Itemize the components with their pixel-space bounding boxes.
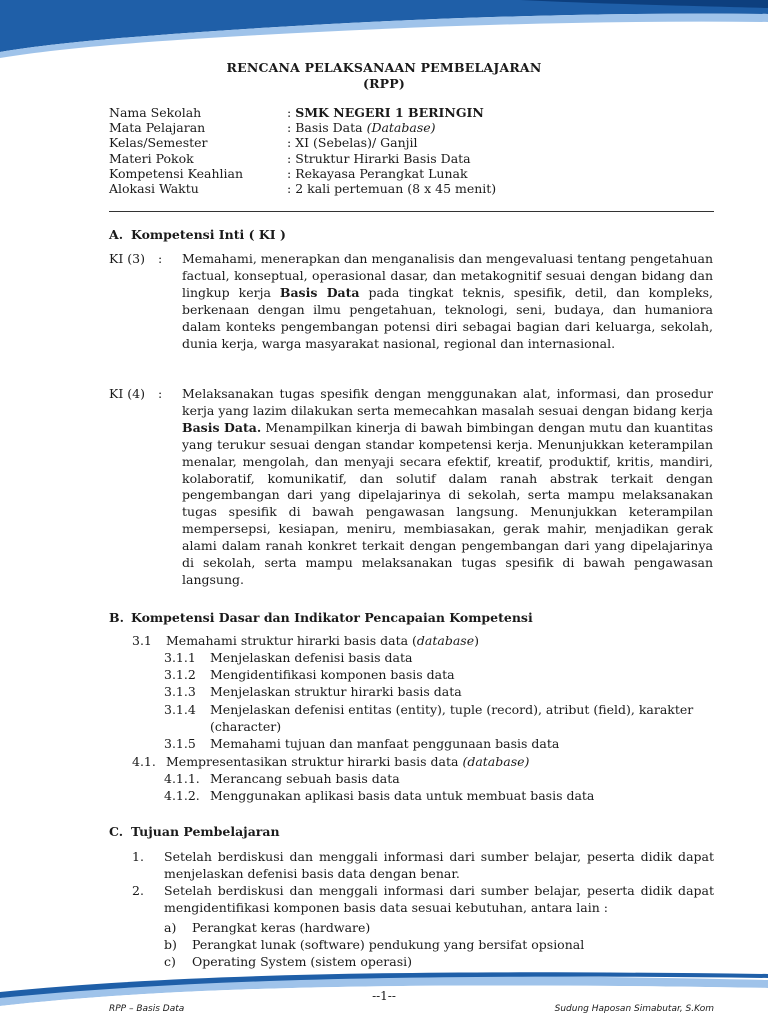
document-title: RENCANA PELAKSANAAN PEMBELAJARAN (226, 60, 542, 75)
sub-text: Operating System (sistem operasi) (192, 954, 413, 970)
info-label: Kelas/Semester (109, 135, 208, 151)
ki3-text-rest: pada tingkat teknis, spesifik, detil, dan kompleks, berkenaan dengan ilmu pengetahuan, teknologi, seni, budaya, dan humaniora dalam konteks pengembangan potensi diri sebagai bagian dari keluarga, sekolah, dunia kerja, warga masyarakat nasional, regional dan internasional. (182, 284, 713, 351)
ki3-colon: : (158, 251, 163, 266)
indicator-text: Menjelaskan defenisi basis data (210, 650, 413, 665)
info-label: Kompetensi Keahlian (109, 165, 244, 181)
objective-number: 2. (132, 882, 144, 898)
info-row-expertise (109, 166, 496, 181)
kd-number: 4.1. (132, 754, 156, 769)
kd-text: Mempresentasikan struktur hirarki basis data (166, 754, 463, 769)
info-value: Struktur Hirarki Basis Data (295, 150, 471, 166)
indicator-text: Menjelaskan defenisi entitas (entity), tuple (record), atribut (field), karakter (210, 701, 694, 717)
ki4-paragraph (182, 386, 713, 589)
info-colon: : (287, 150, 296, 166)
kd-number: 3.1 (132, 633, 152, 648)
indicator-number: 3.1.2 (164, 667, 196, 683)
indicator-number: 3.1.3 (164, 684, 196, 700)
objective-text: Setelah berdiskusi dan menggali informasi dari sumber belajar, peserta didik dapat menjelaskan defenisi basis data dengan benar. (164, 849, 714, 881)
list-item (164, 666, 693, 683)
sub-text: Perangkat keras (hardware) (192, 920, 371, 935)
objective-number: 1. (132, 849, 144, 864)
info-label: Alokasi Waktu (109, 181, 199, 197)
kd-italic: (database) (462, 754, 530, 769)
objective-text: Setelah berdiskusi dan menggali informasi dari sumber belajar, peserta didik dapat mengidentifikasi komponen basis data sesuai kebutuhan, antara lain : (164, 882, 714, 915)
list-item (164, 649, 693, 666)
indicator-text: (character) (210, 718, 282, 734)
indicator-text: Merancang sebuah basis data (210, 771, 400, 786)
info-colon: : (287, 135, 296, 151)
page-number: --1-- (372, 989, 396, 1003)
kd-3-1-indicators (164, 649, 693, 752)
ki4-colon: : (158, 386, 163, 401)
info-label: Nama Sekolah (109, 105, 202, 120)
info-value: Basis Data (295, 120, 363, 136)
ki4-text-rest: Menampilkan kinerja di bawah bimbingan dengan mutu dan kuantitas yang terukur sesuai dengan standar kompetensi kerja. Menunjukkan keterampilan menalar, mengolah, dan menyaji secara efektif, kreatif, produktif, kritis, mandiri, kolaboratif, komunikatif, dan solutif dalam ranah abstrak terkait dengan pengembangan dari yang dipelajarinya di sekolah, serta mampu melaksanakan tugas spesifik di bawah pengawasan langsung. Menunjukkan keterampilan mempersepsi, kesiapan, meniru, membiasakan, gerak mahir, menjadikan gerak alami dalam ranah konkret terkait dengan pengembangan dari yang dipelajarinya di sekolah, serta mampu melaksanakan tugas spesifik di bawah pengawasan langsung. (182, 419, 713, 587)
kd-text: Memahami struktur hirarki basis data ( (166, 633, 417, 648)
kd-close: ) (474, 633, 480, 648)
kd-3-1 (132, 632, 479, 649)
footer-left-text: RPP – Basis Data (109, 1004, 185, 1014)
ki3-paragraph (182, 251, 713, 352)
section-b-heading (109, 610, 533, 625)
indicator-number: 4.1.1. (164, 771, 200, 786)
kd-4-1-indicators (164, 770, 594, 804)
sub-letter: b) (164, 937, 177, 953)
section-title: Kompetensi Inti ( KI ) (131, 227, 286, 242)
sub-letter: c) (164, 954, 176, 970)
info-value-italic: (Database) (366, 120, 436, 136)
footer-author: Sudung Haposan Simabutar, S.Kom (554, 1004, 714, 1014)
list-item-continuation (164, 718, 693, 735)
kd-italic: database (416, 633, 475, 648)
section-title: Kompetensi Dasar dan Indikator Pencapaian Kompetensi (131, 610, 533, 625)
list-item (164, 701, 693, 718)
info-value: 2 kali pertemuan (8 x 45 menit) (295, 181, 497, 197)
info-colon: : (287, 120, 296, 136)
divider-line (109, 211, 714, 212)
list-item (164, 735, 693, 752)
objectives-list (132, 849, 714, 917)
components-sublist (164, 919, 584, 971)
info-value (295, 105, 484, 120)
indicator-number: 3.1.4 (164, 701, 196, 717)
section-letter: C. (109, 824, 124, 839)
ki3-bold-text: Basis Data (279, 284, 360, 300)
info-row-school (109, 105, 496, 120)
section-letter: A. (109, 227, 124, 242)
list-item (164, 787, 594, 804)
ki3-label: KI (3) (109, 251, 145, 266)
sub-text: Perangkat lunak (software) pendukung yang bersifat opsional (192, 937, 585, 953)
list-item (164, 936, 584, 953)
identity-table (109, 105, 496, 196)
section-title: Tujuan Pembelajaran (131, 824, 280, 839)
info-value: Rekayasa Perangkat Lunak (295, 165, 468, 181)
header-wave-decoration (0, 0, 768, 60)
indent-spacer (164, 718, 210, 735)
info-value: XI (Sebelas)/ Ganjil (295, 135, 418, 151)
ki4-text: Melaksanakan tugas spesifik dengan menggunakan alat, informasi, dan prosedur kerja yang lazim dilakukan serta memecahkan masalah sesuai dengan bidang kerja (182, 386, 713, 418)
info-row-topic (109, 151, 496, 166)
info-row-time (109, 181, 496, 196)
list-item (132, 849, 714, 883)
kd-4-1 (132, 753, 529, 770)
school-name: SMK NEGERI 1 BERINGIN (295, 105, 484, 120)
info-label: Mata Pelajaran (109, 120, 206, 136)
indicator-text: Memahami tujuan dan manfaat penggunaan basis data (210, 736, 560, 752)
indicator-number: 3.1.1 (164, 650, 196, 665)
info-colon: : (287, 105, 296, 120)
info-row-subject (109, 120, 496, 135)
list-item (164, 770, 594, 787)
info-row-class (109, 135, 496, 150)
list-item (164, 683, 693, 700)
section-c-heading (109, 824, 280, 839)
info-colon: : (287, 181, 296, 197)
indicator-text: Menggunakan aplikasi basis data untuk membuat basis data (210, 788, 595, 804)
document-subtitle: (RPP) (362, 76, 405, 91)
ki3-text: Memahami, menerapkan dan menganalisis dan mengevaluasi tentang pengetahuan factual, konseptual, operasional dasar, dan metakognitif sesuai dengan bidang dan lingkup kerja (182, 251, 713, 300)
info-colon: : (287, 165, 296, 181)
list-item (164, 953, 584, 970)
indicator-text: Mengidentifikasi komponen basis data (210, 667, 455, 683)
section-a-heading (109, 227, 286, 242)
indicator-number: 3.1.5 (164, 736, 196, 752)
list-item (164, 919, 584, 936)
info-label: Materi Pokok (109, 150, 194, 166)
ki4-label: KI (4) (109, 386, 145, 401)
list-item (132, 883, 714, 917)
sub-letter: a) (164, 920, 177, 935)
indicator-number: 4.1.2. (164, 788, 200, 804)
ki4-bold-text: Basis Data. (182, 419, 262, 435)
indicator-text: Menjelaskan struktur hirarki basis data (210, 684, 462, 700)
section-letter: B. (109, 610, 124, 625)
